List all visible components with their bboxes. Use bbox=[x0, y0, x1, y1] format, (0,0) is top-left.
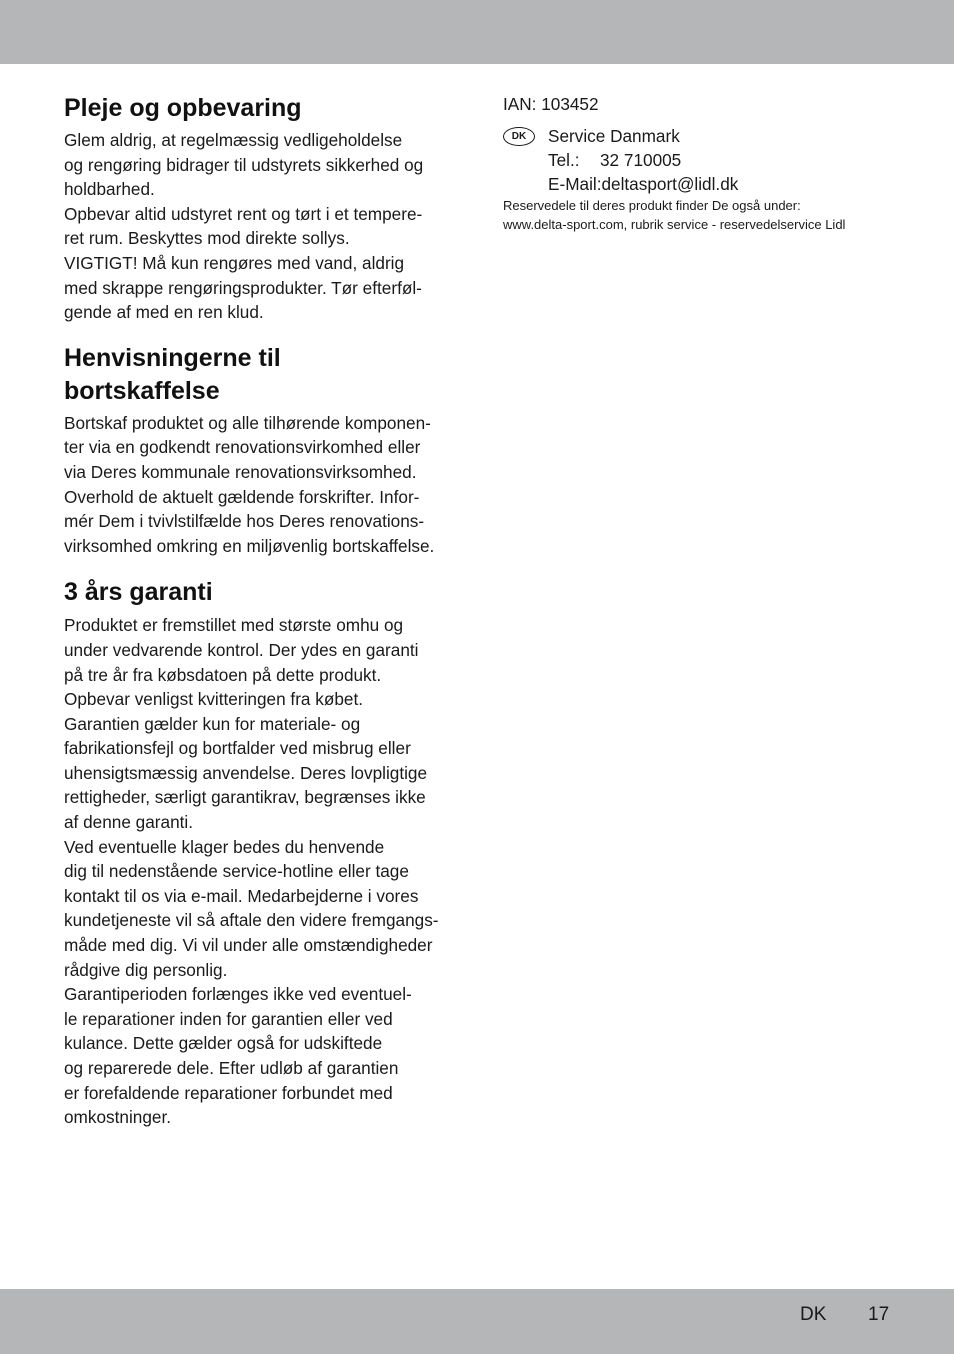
service-name: Service Danmark bbox=[548, 126, 680, 146]
phone-label: Tel.: bbox=[548, 150, 580, 170]
main-column bbox=[64, 90, 456, 1130]
header-bar bbox=[0, 0, 954, 64]
disposal-section bbox=[64, 342, 456, 559]
ian-number: IAN: 103452 bbox=[503, 94, 599, 114]
disposal-heading: Henvisningerne til bortskaffelse bbox=[64, 343, 281, 405]
country-badge-icon: DK bbox=[503, 127, 535, 146]
page-number: 17 bbox=[868, 1304, 890, 1325]
warranty-heading: 3 års garanti bbox=[64, 578, 213, 607]
email-address: E-Mail:deltasport@lidl.dk bbox=[548, 174, 739, 194]
warranty-text: Produktet er fremstillet med største omhu og under vedvarende kontrol. Der ydes en garanti på tre år fra købsdatoen på dette produkt. Opbevar venligst kvitteringen fra købet. Garantien gælder kun for materiale- og fabrikationsfejl og bortfalder ved misbrug eller uhensigtsmæssig anvendelse. Deres lovpligtige rettigheder, særligt garantikrav, begrænses ikke af denne garanti. Ved eventuelle klager bedes du henvende dig til nedenstående service-hotline eller tage kontakt til os via e-mail. Medarbejderne i vores kundetjeneste vil så aftale den videre fremgangs- måde med dig. Vi vil under alle omstændigheder rådgive dig personlig. Garantiperioden forlænges ikke ved eventuel- le reparationer inden for garantien eller ved kulance. Dette gælder også for udskiftede og reparerede dele. Efter udløb af garantien er forefaldende reparationer forbundet med omkostninger. bbox=[64, 615, 439, 1128]
spare-parts-note: Reservedele til deres produkt finder De også under: www.delta-sport.com, rubrik service - reservedelservice Lidl bbox=[503, 198, 846, 232]
care-storage-heading: Pleje og opbevaring bbox=[64, 94, 302, 122]
care-storage-section bbox=[64, 92, 456, 325]
disposal-text: Bortskaf produktet og alle tilhørende komponen- ter via en godkendt renovationsvirkomhed eller via Deres kommunale renovationsvirksomhed. Overhold de aktuelt gældende forskrifter. Infor- mér Dem i tvivlstilfælde hos Deres renovations- virksomhed omkring en miljøvenlig bortskaffelse. bbox=[64, 412, 435, 556]
care-storage-text: Glem aldrig, at regelmæssig vedligeholdelse og rengøring bidrager til udstyrets sikkerhed og holdbarhed. Opbevar altid udstyret rent og tørt i et tempere- ret rum. Beskyttes mod direkte sollys. VIGTIGT! Må kun rengøres med vand, aldrig med skrappe rengøringsprodukter. Tør efterføl- gende af med en ren klud. bbox=[64, 130, 424, 323]
warranty-section bbox=[64, 576, 456, 1129]
service-column bbox=[503, 92, 903, 234]
service-contact bbox=[503, 124, 903, 196]
footer-language: DK bbox=[800, 1304, 827, 1325]
phone-number: 32 710005 bbox=[600, 150, 682, 170]
phone-row bbox=[548, 148, 903, 172]
